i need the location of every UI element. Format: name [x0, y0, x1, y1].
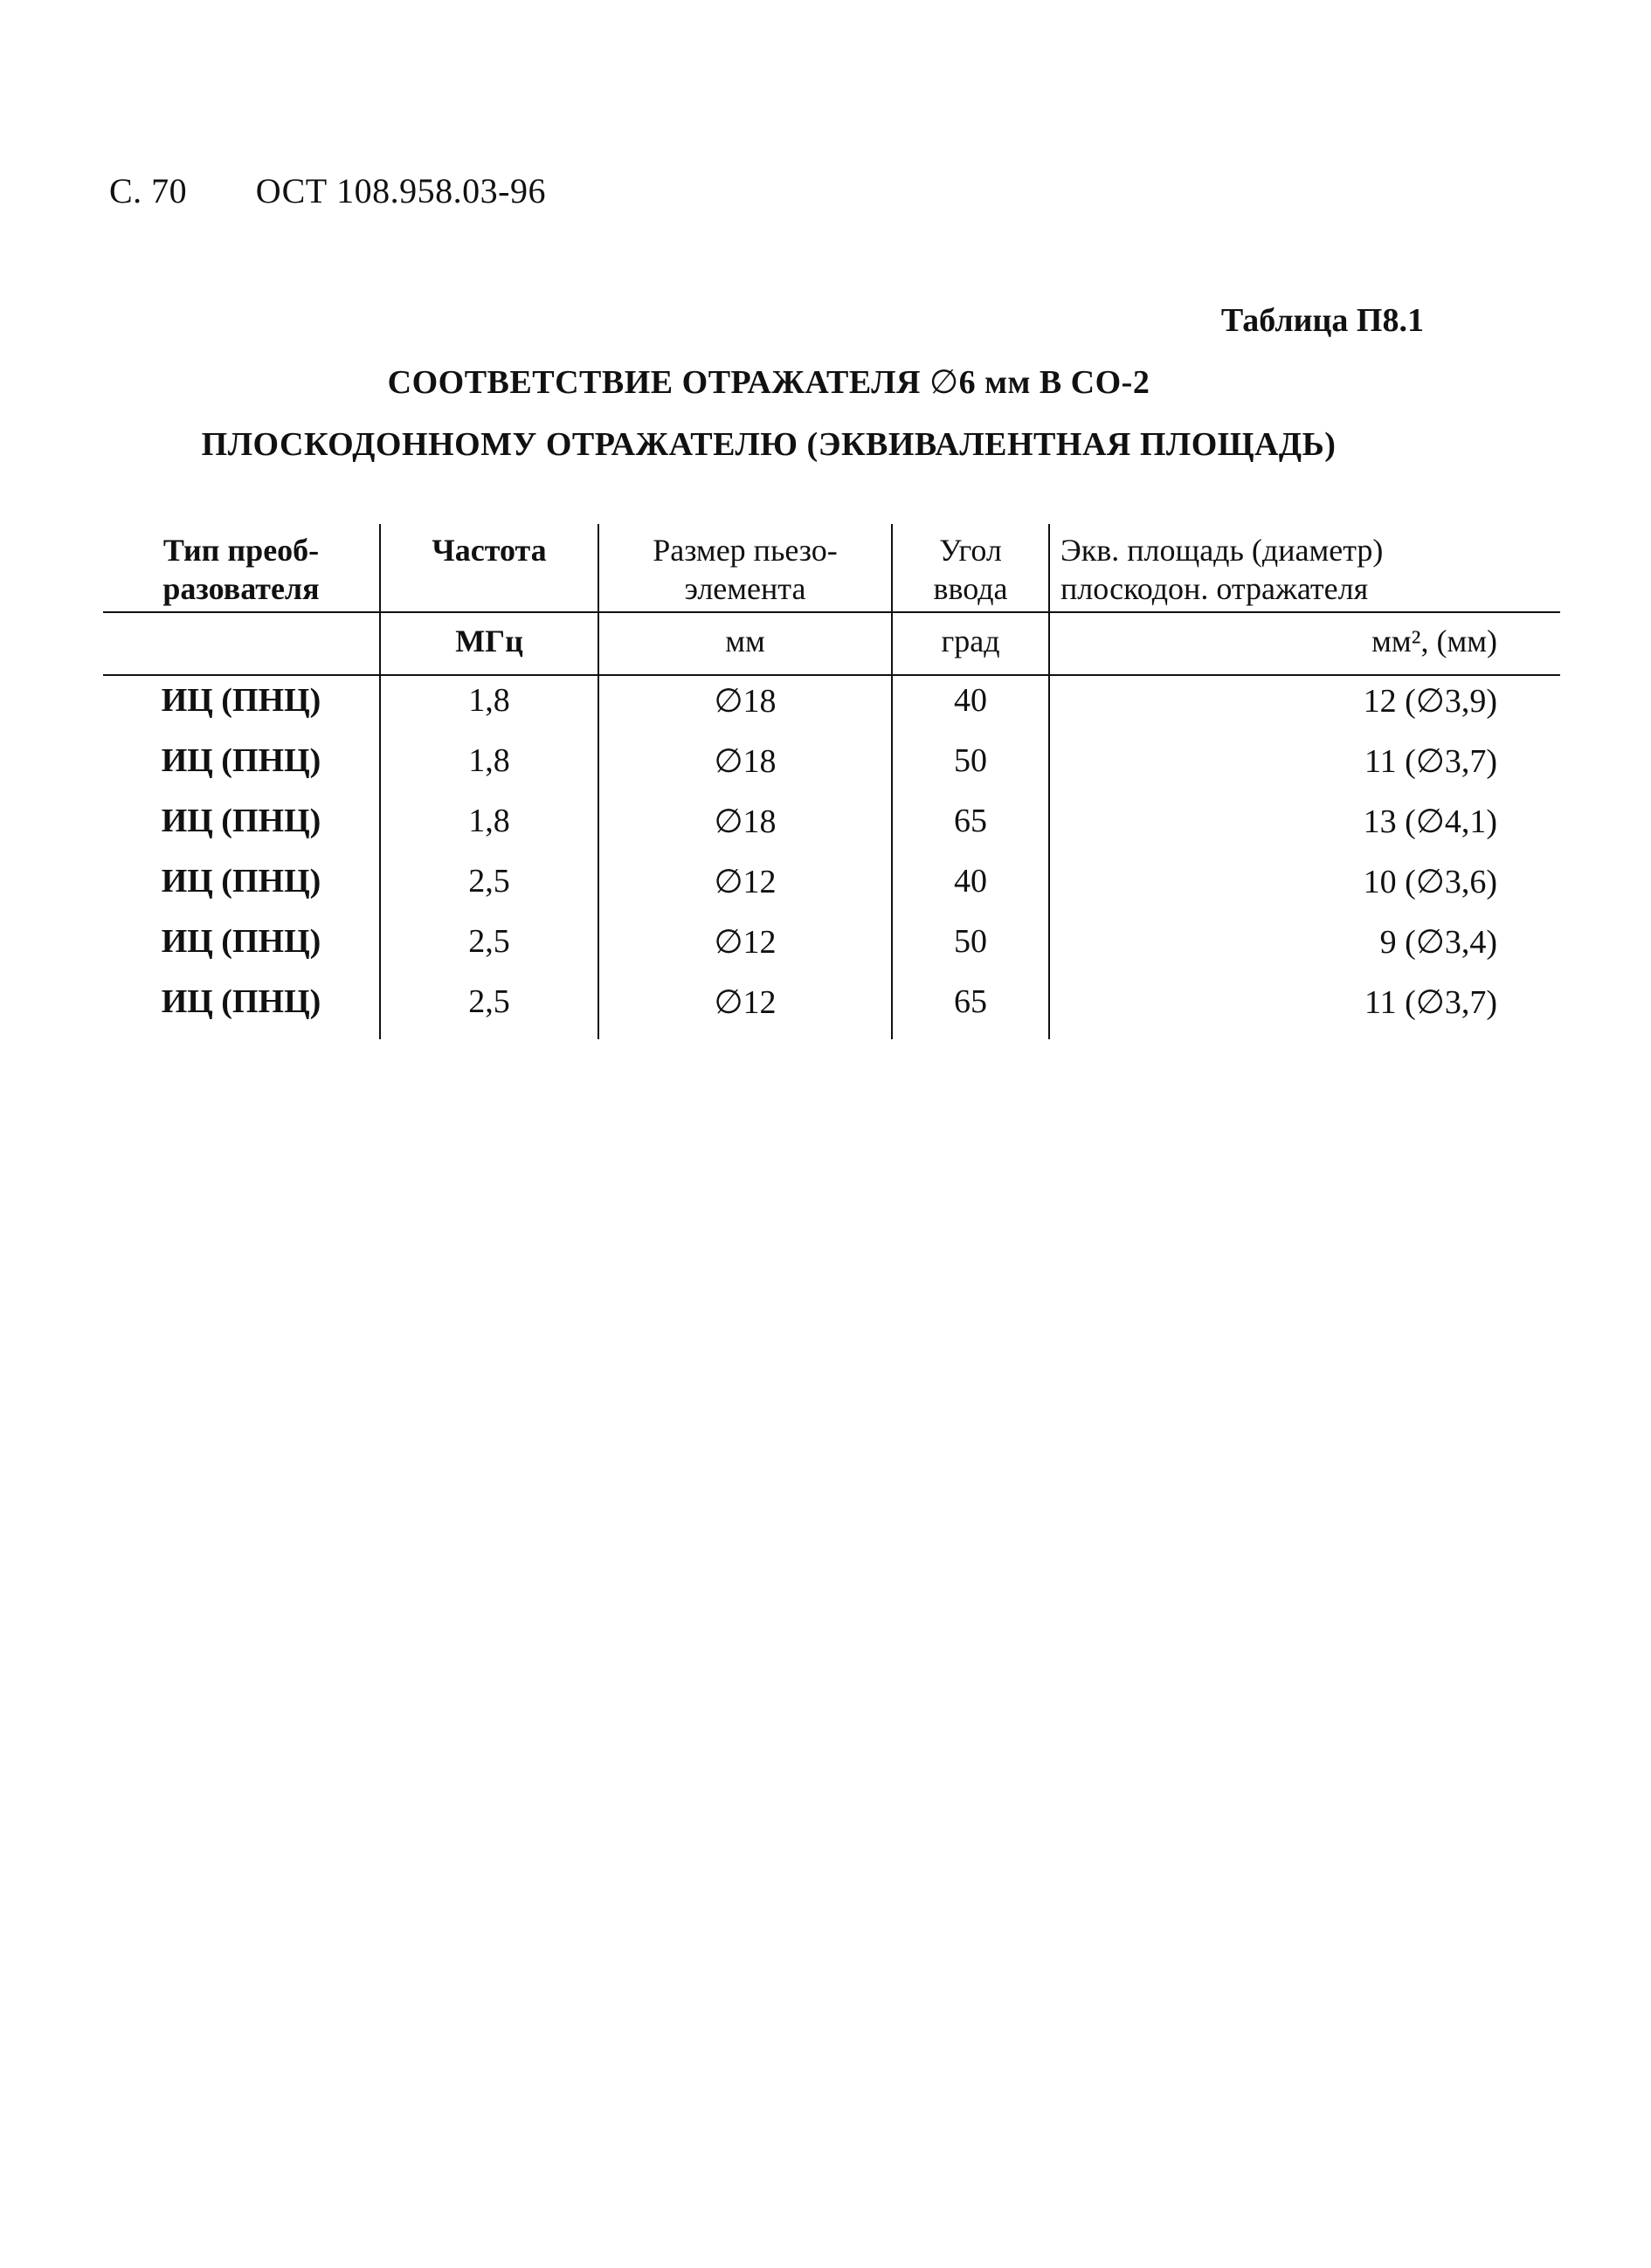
header-frequency-line1: Частота [432, 533, 547, 568]
cell-area: 10 (∅3,6) [1363, 864, 1497, 900]
cell-area: 13 (∅4,1) [1363, 803, 1497, 840]
cell-angle: 40 [954, 682, 987, 719]
header-type-line2: разователя [162, 571, 320, 606]
header-angle [893, 531, 1048, 608]
unit-frequency: МГц [455, 624, 523, 658]
cell-type: ИЦ (ПНЦ) [161, 923, 321, 960]
cell-type: ИЦ (ПНЦ) [161, 983, 321, 1020]
cell-angle: 40 [954, 863, 987, 900]
cell-type: ИЦ (ПНЦ) [161, 803, 321, 839]
page-header [109, 170, 546, 211]
cell-area: 11 (∅3,7) [1364, 743, 1497, 780]
cell-element-size: ∅12 [714, 924, 777, 961]
cell-frequency: 2,5 [468, 863, 510, 900]
header-type-line1: Тип преоб- [162, 533, 320, 568]
header-frequency [381, 531, 598, 569]
header-element-size-line1: Размер пьезо- [653, 533, 838, 568]
cell-area: 11 (∅3,7) [1364, 984, 1497, 1021]
header-area-line1: Экв. площадь (диаметр) [1060, 533, 1384, 568]
document-code: ОСТ 108.958.03-96 [255, 171, 546, 210]
cell-frequency: 2,5 [468, 983, 510, 1020]
unit-element-size: мм [725, 624, 765, 658]
unit-angle: град [941, 624, 1000, 658]
cell-frequency: 2,5 [468, 923, 510, 960]
cell-element-size: ∅18 [714, 803, 777, 840]
cell-angle: 50 [954, 742, 987, 779]
cell-type: ИЦ (ПНЦ) [161, 682, 321, 719]
cell-frequency: 1,8 [468, 682, 510, 719]
cell-element-size: ∅12 [714, 984, 777, 1021]
title-part-b: 6 мм В СО-2 [958, 364, 1150, 401]
header-angle-line2: ввода [933, 571, 1008, 606]
title-part-a: СООТВЕТСТВИЕ ОТРАЖАТЕЛЯ [387, 364, 929, 401]
cell-element-size: ∅18 [714, 683, 777, 720]
cell-angle: 65 [954, 983, 987, 1020]
table-title-line-2: ПЛОСКОДОННОМУ ОТРАЖАТЕЛЮ (ЭКВИВАЛЕНТНАЯ ПЛОЩАДЬ) [201, 426, 1337, 463]
column-divider [1048, 524, 1050, 1039]
table-label: Таблица П8.1 [1220, 302, 1424, 339]
diameter-symbol: ∅ [929, 362, 959, 401]
cell-area: 9 (∅3,4) [1379, 924, 1497, 961]
unit-area: мм², (мм) [1371, 624, 1497, 658]
cell-type: ИЦ (ПНЦ) [161, 742, 321, 779]
cell-type: ИЦ (ПНЦ) [161, 863, 321, 900]
header-rule [103, 611, 1560, 613]
column-divider [379, 524, 381, 1039]
cell-angle: 65 [954, 803, 987, 839]
cell-frequency: 1,8 [468, 742, 510, 779]
units-rule [103, 674, 1560, 676]
cell-element-size: ∅12 [714, 864, 777, 900]
header-area-line2: плоскодон. отражателя [1060, 571, 1369, 606]
cell-area: 12 (∅3,9) [1363, 683, 1497, 720]
cell-frequency: 1,8 [468, 803, 510, 839]
page-number: С. 70 [109, 171, 188, 210]
header-type [103, 531, 379, 608]
header-area [1060, 531, 1550, 608]
header-angle-line1: Угол [939, 533, 1002, 568]
header-element-size-line2: элемента [684, 571, 806, 606]
header-element-size [599, 531, 891, 608]
cell-element-size: ∅18 [714, 743, 777, 780]
table-title-line-1 [0, 362, 1537, 402]
cell-angle: 50 [954, 923, 987, 960]
